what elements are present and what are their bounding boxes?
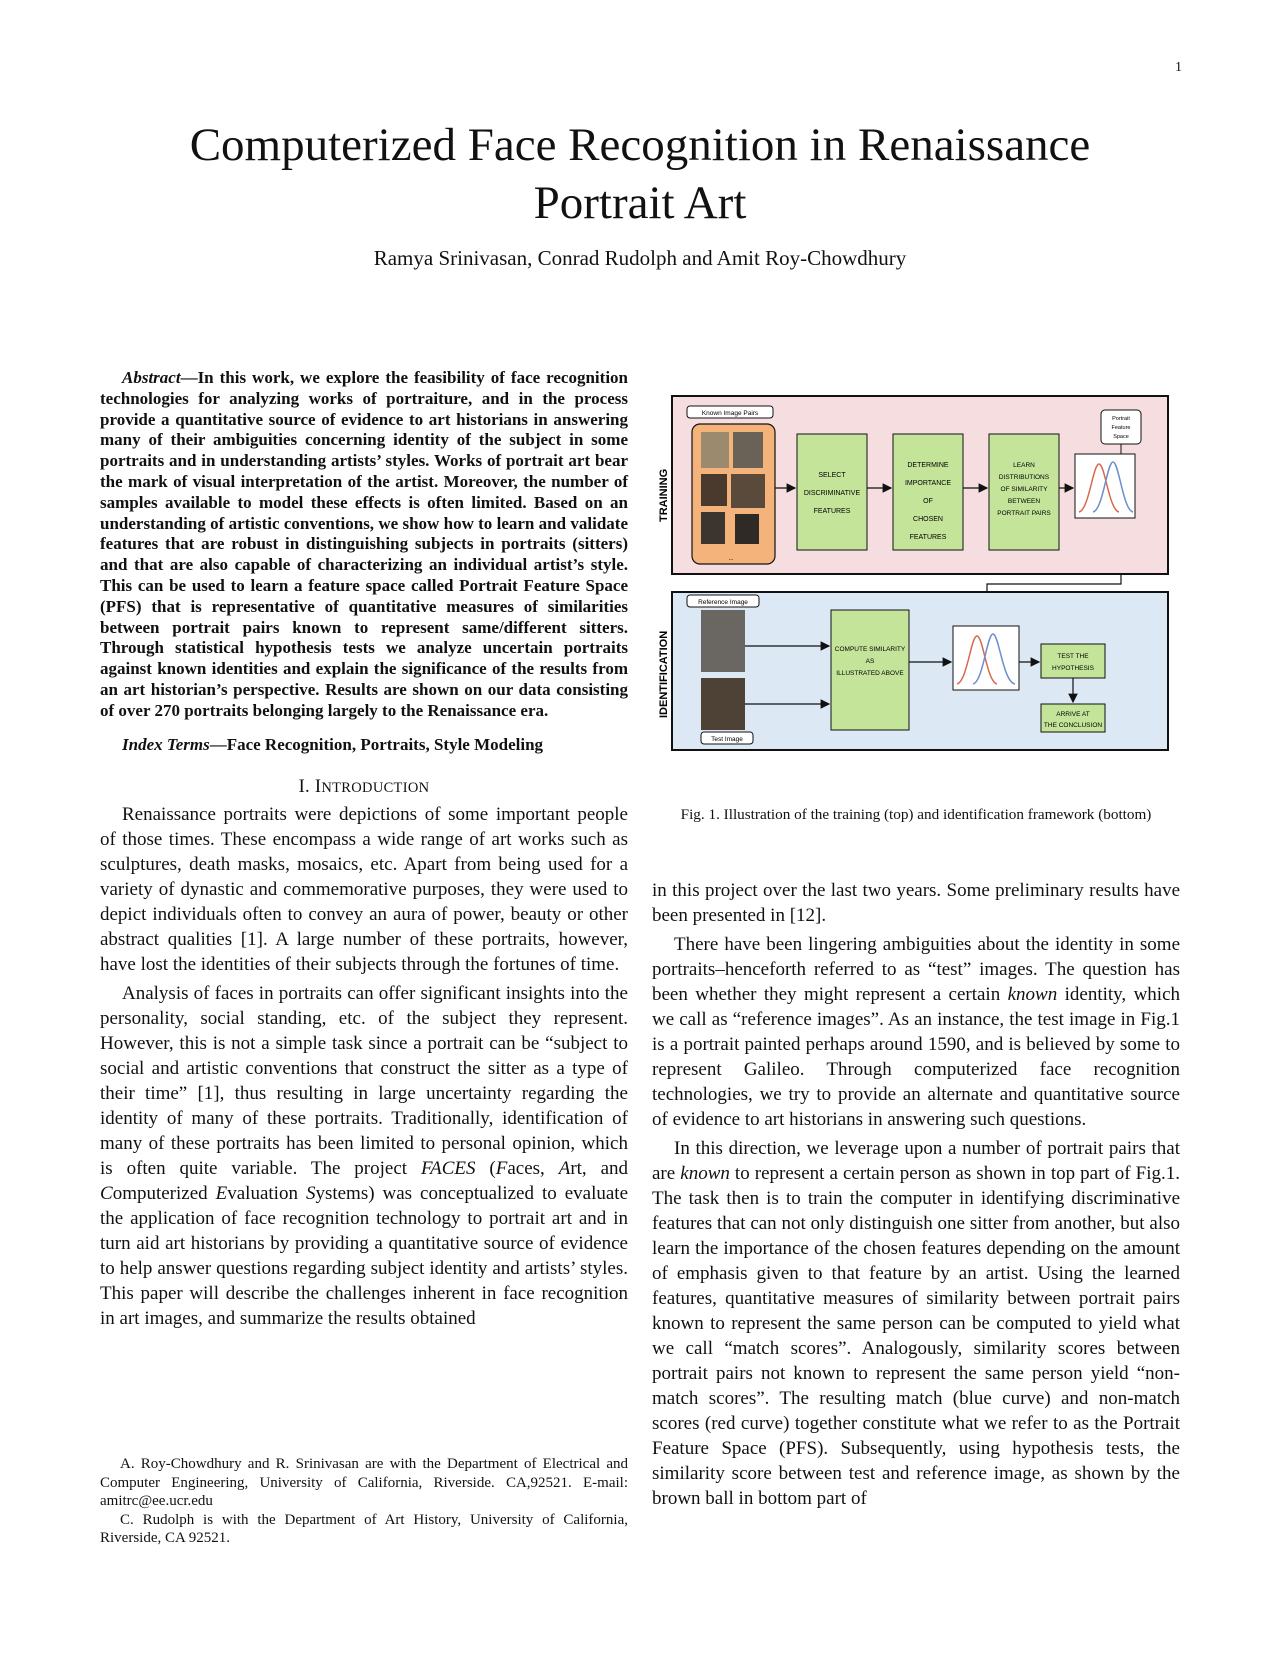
- test-hypothesis-line: HYPOTHESIS: [1052, 665, 1094, 672]
- footnotes: [100, 1455, 628, 1548]
- determine-importance-line: OF: [923, 498, 933, 505]
- compute-similarity-line: COMPUTE SIMILARITY: [834, 646, 906, 653]
- intro-paragraph-2: [100, 981, 628, 1331]
- italic-run: known: [1007, 984, 1058, 1005]
- learn-distributions-line: LEARN: [1013, 462, 1035, 469]
- known-pairs-label: Known Image Pairs: [701, 410, 759, 417]
- italic-run: C: [100, 1182, 113, 1204]
- reference-portrait: [701, 610, 745, 672]
- section-rest: NTRODUCTION: [321, 779, 430, 796]
- text-run: There have been lingering ambiguities about the identity in some portraits–henceforth referred to as “test” images. The question has been whether they might represent a certain: [652, 934, 1180, 1005]
- italic-run: E: [215, 1182, 228, 1204]
- training-label: TRAINING: [658, 468, 670, 522]
- learn-distributions-line: PORTRAIT PAIRS: [997, 510, 1051, 517]
- intro-paragraph-3: [652, 932, 1180, 1132]
- compute-similarity-line: ILLUSTRATED ABOVE: [836, 670, 904, 677]
- arrive-conclusion-line: ARRIVE AT: [1056, 711, 1090, 718]
- footnote-author-art-history: C. Rudolph is with the Department of Art History, University of California, Riverside, CA 92521.: [100, 1511, 628, 1546]
- test-hypothesis-line: TEST THE: [1057, 653, 1089, 660]
- test-portrait: [701, 678, 745, 730]
- pfs-label-line: Portrait: [1112, 416, 1130, 422]
- determine-importance-line: CHOSEN: [913, 516, 943, 523]
- footnote-authors-ece: A. Roy-Chowdhury and R. Srinivasan are with the Department of Electrical and Computer Engineering, University of California, Riverside. CA,92521. E-mail: amitrc@ee.ucr.edu: [100, 1456, 628, 1509]
- determine-importance-box: [893, 434, 963, 550]
- test-label: Test Image: [711, 736, 743, 743]
- portrait-thumbnail: [731, 474, 765, 508]
- portrait-thumbnail: [735, 514, 759, 544]
- determine-importance-line: IMPORTANCE: [904, 480, 952, 487]
- index-terms-lead: Index Terms: [122, 734, 210, 754]
- select-features-line: DISCRIMINATIVE: [803, 490, 861, 497]
- portrait-thumbnail: [701, 512, 725, 544]
- section-numeral: I.: [298, 776, 315, 797]
- section-first-letter: I: [314, 776, 322, 797]
- italic-run: S: [305, 1182, 316, 1204]
- italic-run: F: [495, 1157, 508, 1179]
- text-run: identity, which we call as “reference images”. As an instance, the test image in Fig.1 is a portrait painted perhaps around 1590, and is believed by some to represent Galileo. Through computerized face recognition technologies, we try to provide an alternate and quantitative source of evidence to art historians in answering such questions.: [652, 984, 1181, 1130]
- abstract-text: —In this work, we explore the feasibility of face recognition technologies for analyzing works of portraiture, and in the process provide a quantitative source of evidence to art historians in answering many of their ambiguities concerning identity of the subject in some portraits and in understanding artists’ styles. Works of portrait art bear the mark of visual interpretation of the artist. Moreover, the number of samples available to model these effects is often limited. Based on an understanding of artistic conventions, we show how to learn and validate features that are robust in distinguishing subjects in portraits (sitters) and that are also capable of characterizing an individual artist’s style. This can be used to learn a feature space called Portrait Feature Space (PFS) that is representative of quantitative measures of similarities between portrait pairs known to represent same/different sitters. Through statistical hypothesis tests we analyze uncertain portraits against known identities and explain the significance of the results from an art historian’s perspective. Results are shown on our data consisting of over 270 portraits belonging largely to the Renaissance era.: [100, 368, 628, 720]
- test-distribution-frame: [953, 626, 1019, 690]
- determine-importance-line: DETERMINE: [907, 462, 949, 469]
- determine-importance-line: FEATURES: [909, 534, 947, 541]
- framework-diagram: [655, 392, 1175, 792]
- text-run: rt, and: [570, 1157, 628, 1179]
- text-run: In this direction, we leverage upon a number of portrait pairs that are: [652, 1138, 1180, 1184]
- portrait-thumbnail: [701, 432, 729, 468]
- italic-run: known: [680, 1163, 730, 1184]
- abstract: [100, 368, 628, 722]
- author-list: Ramya Srinivasan, Conrad Rudolph and Amit Roy-Chowdhury: [373, 246, 907, 270]
- compute-similarity-line: AS: [865, 658, 875, 665]
- intro-paragraph-continued: in this project over the last two years. Some preliminary results have been presented in [12].: [652, 880, 1180, 926]
- italic-run: FACES: [420, 1157, 476, 1179]
- reference-label: Reference Image: [698, 599, 748, 606]
- arrive-conclusion-line: THE CONCLUSION: [1043, 722, 1103, 729]
- intro-paragraph-4: [652, 1136, 1180, 1511]
- learn-distributions-line: DISTRIBUTIONS: [998, 474, 1050, 481]
- section-heading-introduction: [100, 777, 628, 798]
- pfs-label-line: Feature: [1111, 425, 1131, 431]
- identification-label: IDENTIFICATION: [658, 630, 670, 718]
- text-run: to represent a certain person as shown in top part of Fig.1. The task then is to train the computer in identifying discriminative features that can not only distinguish one sitter from another, but also learn the importance of the chosen features depending on the amount of emphasis given to that feature by an artist. Using the learned features, quantitative measures of similarity between portrait pairs known to represent the same person can be computed to yield what we call “match scores”. Analogously, similarity scores between portrait pairs not known to represent the same person yield “non-match scores”. The resulting match (blue curve) and non-match scores (red curve) together constitute what we refer to as the Portrait Feature Space (PFS). Subsequently, using hypothesis tests, the similarity score between test and reference image, as shown by the brown ball in bottom part of: [652, 1163, 1180, 1509]
- portrait-thumbnail: [701, 474, 727, 506]
- index-terms-text: —Face Recognition, Portraits, Style Modeling: [209, 734, 544, 754]
- text-run: ystems) was conceptualized to evaluate the application of face recognition technology to portrait art and in turn aid art historians by providing a quantitative source of evidence to help answer questions regarding subject identity and artists’ styles. This paper will describe the challenges inherent in face recognition in art images, and summarize the results obtained: [100, 1182, 629, 1329]
- intro-paragraph-1: Renaissance portraits were depictions of some important people of those times. These encompass a wide range of art works such as sculptures, death masks, mosaics, etc. Apart from being used for a variety of dynastic and commemorative purposes, they were used to depict individuals often to convey an aura of power, beauty or other abstract qualities [1]. A large number of these portraits, however, have lost the identities of their subjects through the fortunes of time.: [100, 803, 628, 975]
- learn-distributions-line: BETWEEN: [1007, 498, 1041, 505]
- pfs-label-line: Space: [1113, 434, 1129, 440]
- index-terms: [100, 734, 628, 755]
- select-features-line: SELECT: [818, 472, 846, 479]
- title-line-2: Portrait Art: [533, 177, 747, 229]
- more-images-dots: ..: [728, 553, 734, 562]
- text-run: omputerized: [112, 1182, 216, 1204]
- title-line-1: Computerized Face Recognition in Renaissance: [189, 119, 1091, 171]
- paper-title: [0, 116, 1280, 232]
- text-run: Analysis of faces in portraits can offer significant insights into the personality, social standing, etc. of the subject they represent. However, this is not a simple task since a portrait can be “subject to social and artistic conventions that construct the sitter as a type of their time” [1], thus resulting in large uncertainty regarding the identity of many of these portraits. Traditionally, identification of many of these portraits has been limited to personal opinion, which is often quite variable. The project: [100, 982, 628, 1179]
- page-number: 1: [1175, 60, 1182, 75]
- left-column: [100, 368, 628, 1335]
- text-run: aces,: [507, 1157, 559, 1179]
- figure-caption: Fig. 1. Illustration of the training (top) and identification framework (bottom): [680, 806, 1152, 823]
- select-features-line: FEATURES: [813, 508, 851, 515]
- figure-1: [655, 392, 1175, 797]
- test-hypothesis-box: [1041, 644, 1105, 678]
- text-run: (: [475, 1157, 496, 1179]
- text-run: valuation: [227, 1182, 306, 1204]
- italic-run: A: [558, 1157, 571, 1179]
- right-column: [652, 878, 1180, 1515]
- abstract-lead: Abstract: [122, 368, 181, 387]
- learn-distributions-line: OF SIMILARITY: [1000, 486, 1048, 493]
- portrait-thumbnail: [733, 432, 763, 468]
